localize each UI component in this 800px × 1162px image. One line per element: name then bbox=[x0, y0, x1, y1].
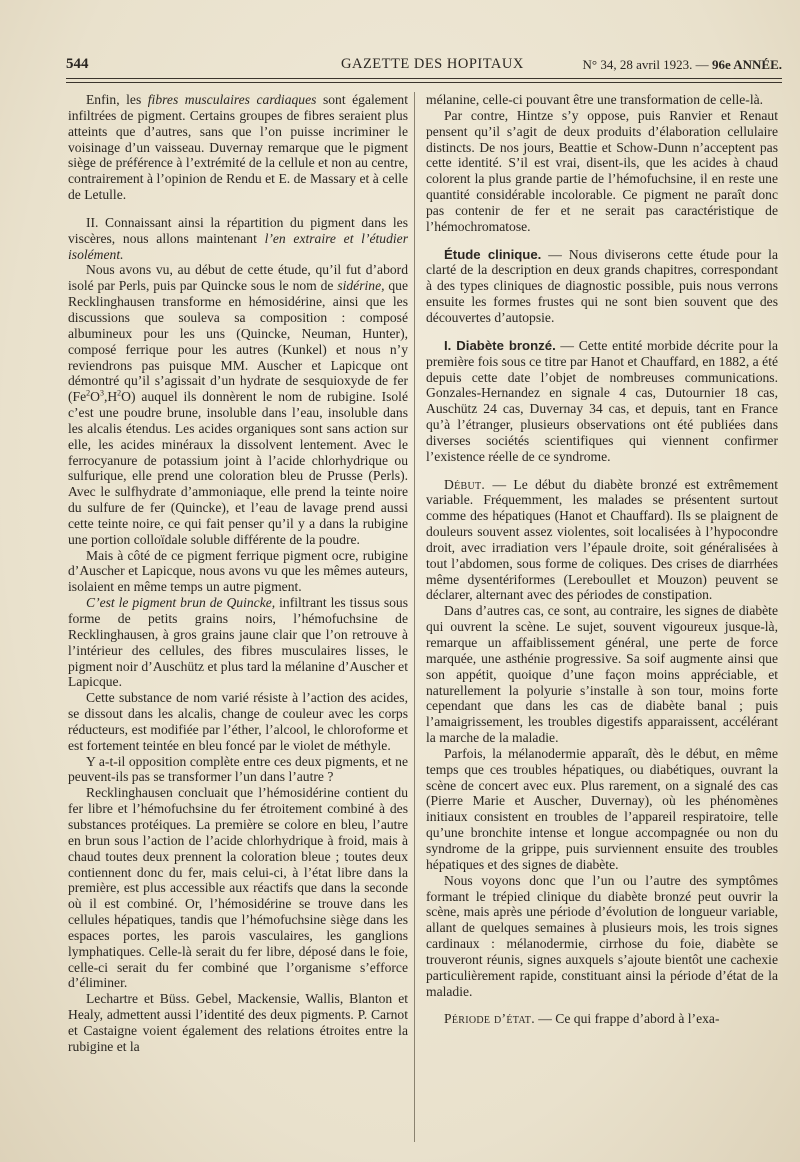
paragraph-section-ii bbox=[68, 215, 408, 263]
text: Enfin, les bbox=[86, 92, 148, 107]
paragraph-ochre-pigment: Mais à côté de ce pigment ferrique pigment ocre, rubigine d’Auscher et Lapicque, nous avons vu que les mêmes auteurs, isolaient en même temps un autre pigment. bbox=[68, 547, 408, 595]
paragraph-periode-etat bbox=[426, 1011, 778, 1027]
journal-title: GAZETTE DES HOPITAUX bbox=[341, 56, 524, 72]
superscript: 2 bbox=[117, 388, 122, 398]
header-rule-thick bbox=[66, 78, 782, 79]
page-header bbox=[66, 56, 782, 78]
text: O) auquel ils donnèrent le nom de rubigine. Isolé c’est une poudre brune, insoluble dans l’eau, insoluble dans les alcalis étendus. Les acides organiques sont sans action sur elle, les acides minéraux la dissolvent lentement. Avec le ferrocyanure de potassium joint à l’acide chlorhydrique ou sulfurique, elle prend une coloration bleu de Prusse (Perls). Avec le sulfhydrate d’ammoniaque, elle prend la teinte noire du sulfure de fer (Quincke), et l’eau de lavage prend aussi cette teinte noire, ce qui fait penser qu’il y a dans la rubigine une portion colloïdale soluble différente de la poudre. bbox=[68, 389, 408, 547]
superscript: 2 bbox=[86, 388, 91, 398]
paragraph-etude-clinique bbox=[426, 247, 778, 326]
paragraph-question: Y a-t-il opposition complète entre ces deux pigments, et ne peuvent-ils pas se transformer l’un dans l’autre ? bbox=[68, 753, 408, 785]
text: que Recklinghausen transforme en hémosidérine, ainsi que les discussions que souleva sa composition : composé albumineux pour les uns (Quincke, Neuman, Hunter), composé ferrique pour les autres (Kunkel) et nous n’y reviendrons pas puisque MM. Auscher et Lapicque ont démontré qu’il s’agissait d’un hydrate de sesquioxyde de fer (Fe bbox=[68, 278, 409, 405]
left-column bbox=[68, 92, 408, 1055]
issue-date: N° 34, 28 avril 1923. — bbox=[582, 57, 712, 72]
paragraph-cardiac-fibres bbox=[68, 92, 408, 203]
text: ,H bbox=[103, 389, 118, 405]
paragraph-autres-cas: Dans d’autres cas, ce sont, au contraire, les signes de diabète qui ouvrent la scène. Le sujet, souvent vigoureux jusque-là, remarque un affaiblissement général, une perte de force marquée, une asthénie progressive. Sa soif augmente ainsi que son appétit, quoique d’une façon moins appréciable, et naturellement la polyurie s’installe à son tour, moins forte cependant que dans les cas de diabète banal ; puis l’amaigrissement, les troubles digestifs apparaissent, accélérant la marche de la maladie. bbox=[426, 603, 778, 746]
right-column bbox=[426, 92, 778, 1027]
paragraph-hintze: Par contre, Hintze s’y oppose, puis Ranvier et Renaut pensent qu’il s’agit de deux produits d’élaboration cellulaire distincts. De nos jours, Beattie et Schow-Dunn n’acceptent pas cette identité. S’il est vrai, disent-ils, que les acides à chaud colorent la plus grande partie de l’hémofuchsine, il en reste une quantité considérable incolorable. Ce pigment ne paraît donc pas contenir de fer et ne serait pas caractéristique de l’hémochromatose. bbox=[426, 107, 778, 234]
paragraph-siderine bbox=[68, 262, 408, 547]
subsection-heading: Période d’état. bbox=[444, 1011, 535, 1027]
text: — Cette entité morbide décrite pour la première fois sous ce titre par Hanot et Chauffard, en 1882, a été depuis cette date l’objet de nombreuses communications. Gonzales-Hernandez en signale 4 cas, Dutournier 18 cas, Auschütz 24 cas, Duvernay 34 cas, et depuis, tant en France qu’à l’étranger, plusieurs observations ont été publiées dans diverses sociétés scientifiques qui viennent confirmer l’existence réelle de ce syndrome. bbox=[426, 337, 778, 464]
section-heading: I. Diabète bronzé. bbox=[444, 337, 556, 353]
text-italic: C’est le pigment brun de Quincke, bbox=[86, 595, 276, 611]
subsection-heading: Début. bbox=[444, 476, 486, 492]
superscript: 3 bbox=[99, 388, 104, 398]
page-number: 544 bbox=[66, 56, 89, 72]
paragraph-recklinghausen: Recklinghausen concluait que l’hémosidérine contient du fer libre et l’hémofuchsine du fer étroitement combiné à des substances protéiques. La première se colore en bleu, l’autre en brun sous l’action de l’acide chlorhydrique à froid, mais à chaud toutes deux prennent la coloration bleue ; toutes deux contiennent donc du fer, mais celui-ci, à l’état libre dans la première, est plus accessible aux réactifs que dans la seconde où il est combiné. Or, l’hémosidérine se trouve dans les cellules hépatiques, tandis que l’hémofuchsine siège dans les espaces portes, les parois vasculaires, les ganglions lymphatiques. Celle-là serait du fer libre, déposé dans le foie, celle-ci serait du fer combiné que l’organisme s’efforce d’éliminer. bbox=[68, 785, 408, 991]
text: — Le début du diabète bronzé est extrêmement variable. Fréquemment, les malades se présentent surtout comme des hépatiques (Hanot et Chauffard). Ils se plaignent de douleurs souvent assez violentes, soit localisées à l’hypocondre droit, avec irradiation vers l’épaule droite, soit généralisées à tout l’abdomen, sous forme de coliques. Des crises de diarrhées même dysentériformes (Lereboullet et Mouzon) peuvent se déclarer, alternant avec des périodes de constipation. bbox=[426, 476, 778, 603]
column-divider bbox=[414, 92, 415, 1142]
issue-year: 96e ANNÉE. bbox=[711, 57, 782, 72]
text: Nous avons vu, au début de cette étude, qu’il fut d’abord isolé par Perls, puis par Quincke sous le nom de bbox=[68, 262, 408, 294]
text: — Nous diviserons cette étude pour la clarté de la description en deux grands chapitres, correspondant à des types cliniques de diagnostic possible, puis nous verrons ensuite les formes frustes qui ne sont bien souvent que des découvertes d’autopsie. bbox=[426, 246, 778, 325]
text-italic: l’en extraire et l’étudier isolément. bbox=[68, 230, 408, 262]
header-rule-thin bbox=[66, 82, 782, 83]
section-heading: Étude clinique. bbox=[444, 246, 542, 262]
issue-info bbox=[583, 57, 782, 73]
text: — Ce qui frappe d’abord à l’exa- bbox=[534, 1011, 720, 1027]
text-italic: sidérine, bbox=[337, 278, 385, 294]
paragraph-debut bbox=[426, 477, 778, 604]
text: sont également infiltrées de pigment. Certains groupes de fibres seraient plus atteints que d’autres, sans que l’on puisse incriminer le voisinage d’un vaisseau. Duvernay remarque que le pigment siège de préférence à l’extrémité de la cellule et non au centre, contrairement à l’opinion de Rendu et E. de Massary et à celle de Letulle. bbox=[68, 92, 409, 203]
text: II. Connaissant ainsi la répartition du pigment dans les viscères, nous allons maintenant bbox=[68, 214, 408, 246]
paragraph-lechartre: Lechartre et Büss. Gebel, Mackensie, Wallis, Blanton et Healy, admettent aussi l’identité des deux pigments. P. Carnot et Castaigne voient également des relations étroites entre la rubigine et la bbox=[68, 991, 408, 1054]
text-italic: fibres musculaires cardiaques bbox=[147, 92, 317, 107]
paragraph-diabete-bronze bbox=[426, 338, 778, 465]
paragraph-melanine: mélanine, celle-ci pouvant être une transformation de celle-là. bbox=[426, 92, 764, 107]
text: infiltrant les tissus sous forme de petits grains noirs, l’hémofuchsine de Recklinghausen, à gros grains jaune clair que l’on retrouve à l’intérieur des cellules, des fibres musculaires lisses, le pigment noir d’Auschütz et plus tard la mélanine d’Auscher et Lapicque. bbox=[68, 595, 408, 690]
paragraph-melanodermie: Parfois, la mélanodermie apparaît, dès le début, en même temps que ces troubles hépatiques, ou diabétiques, ouvrant la scène de concert avec eux. Plus rarement, on a signalé des cas (Pierre Marie et Auscher, Duvernay), où les phénomènes initiaux consistent en troubles de l’appareil respiratoire, telle qu’une bronchite intense et longue accompagnée ou non du syndrome de la grippe, puis surviennent ensuite des troubles hépatiques et des signes de diabète. bbox=[426, 745, 778, 872]
paragraph-quincke-pigment bbox=[68, 595, 408, 690]
text: O bbox=[90, 389, 100, 405]
paragraph-substance-properties: Cette substance de nom varié résiste à l’action des acides, se dissout dans les alcalis, change de couleur avec les corps réducteurs, est modifiée par l’éther, l’alcool, le chloroforme et est fortement teintée en bleu foncé par le violet de méthyle. bbox=[68, 690, 408, 753]
paragraph-trepied: Nous voyons donc que l’un ou l’autre des symptômes formant le trépied clinique du diabète bronzé peut ouvrir la scène, mais après une période d’évolution de longueur variable, allant de quelques semaines à plusieurs mois, les trois signes cardinaux : mélanodermie, cirrhose du foie, diabète se trouveront réunis, signes auxquels s’ajoute bientôt une cachexie particulièrement rapide, constituant ainsi la période d’état de la maladie. bbox=[426, 872, 778, 999]
